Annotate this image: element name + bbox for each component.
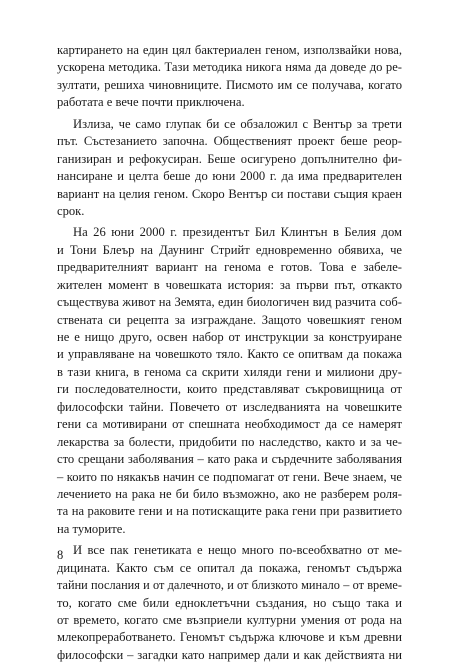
text-line: Излиза, че само глупак би се обзаложил с Вентър за трети: [73, 116, 402, 131]
text-line: На 26 юни 2000 г. президентът Бил Клинтън в Белия дом: [73, 225, 402, 240]
paragraph-2: [57, 116, 402, 221]
text-line: съществува живот на Земята, един биологичен вид разчита соб-: [57, 295, 402, 310]
text-line: гени са мотивирани от спешната необходимост да се намерят: [57, 417, 402, 432]
text-line: сто срещани заболявания – като рака и сърдечните заболявания: [57, 452, 402, 467]
text-line: дицината. Както съм се опитал да покажа, геномът съдържа: [57, 560, 402, 575]
text-line: от времето, когато сме възприели културни умения от рода на: [57, 613, 402, 627]
text-line: ганизиран и рефокусиран. Беше осигурено допълнително фи-: [57, 151, 402, 166]
text-line: зултати, решиха чиновниците. Писмото им се получава, когато: [57, 77, 402, 92]
text-line: жителен момент в човешката история: за първи път, откакто: [57, 277, 402, 292]
text-line: предварителният вариант на генома е готов. Това е забеле-: [57, 260, 402, 275]
paragraph-1: [57, 42, 402, 112]
text-line: ги последователности, които представляват съкровищница от: [57, 382, 402, 397]
text-line: лечението на рака не би било възможно, ако не разберем роля-: [57, 486, 402, 501]
text-line: тайни послания и от далечното, и от близкото минало – от време-: [57, 578, 402, 593]
text-line: лекарства за болести, придобити по наследство, както и за че-: [57, 434, 402, 449]
text-line: нансиране и целта беше до юни 2000 г. да има предварителен: [57, 169, 402, 184]
text-line: ствената си рецепта за изграждане. Защото човешкият геном: [57, 312, 402, 327]
text-line: И все пак генетиката е нещо много по-всеобхватно от ме-: [73, 543, 402, 558]
text-line: и Тони Блеър на Даунинг Стрийт едновременно обявиха, че: [57, 242, 402, 257]
text-line: на туморите.: [57, 521, 126, 536]
page-number: 8: [57, 548, 64, 562]
text-line: то, когато сме били едноклетъчни създания, но също така и: [57, 595, 402, 610]
text-line: път. Състезанието започна. Общественият проект беше реор-: [57, 134, 402, 149]
text-line: та на раковите гени и на потискащите рака гени при развитието: [57, 504, 402, 519]
text-line: срок.: [57, 203, 85, 218]
text-line: ускорена методика. Тази методика никога няма да доведе до ре-: [57, 60, 402, 75]
page-body: [57, 42, 402, 668]
text-line: работата е вече почти приключена.: [57, 95, 245, 110]
paragraph-3: [57, 224, 402, 538]
text-line: в тази книга, в генома са скрити хиляди гени и милиони дру-: [57, 364, 402, 379]
text-line: философски тайни. Повечето от изследванията на човешките: [57, 399, 402, 414]
text-line: не е нищо друго, освен набор от инструкции за конструиране: [57, 330, 402, 344]
text-line: – които по някакъв начин се подпомагат от гени. Вече знаем, че: [57, 469, 402, 484]
text-line: философски – загадки като например дали и как действията ни: [57, 647, 402, 662]
text-line: и управляване на човешкото тяло. Както се опитвам да покажа: [57, 347, 402, 362]
text-line: млекопреработването. Геномът съдържа ключове и към древни: [57, 630, 402, 645]
text-line: картирането на един цял бактериален геном, използвайки нова,: [57, 43, 402, 57]
text-line: вариант на целия геном. Скоро Вентър си постави същия краен: [57, 186, 402, 201]
paragraph-4: [57, 542, 402, 664]
